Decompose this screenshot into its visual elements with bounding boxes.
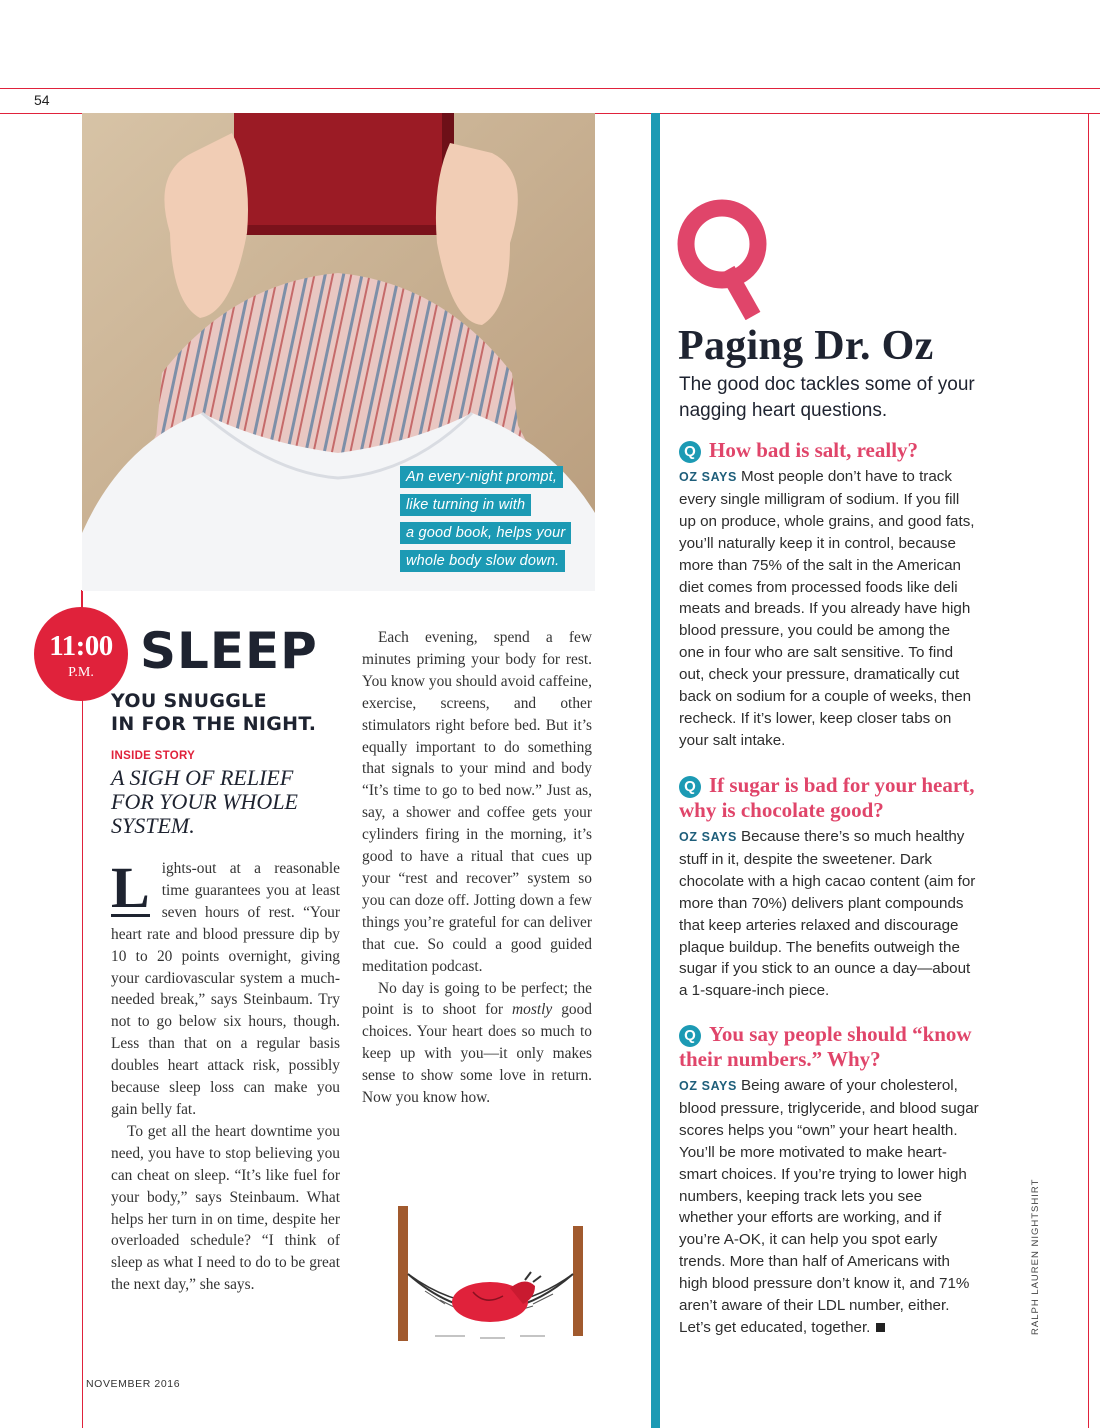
question-text: If sugar is bad for your heart, why is chocolate good? [679, 773, 975, 822]
answer [679, 826, 979, 1002]
footer-date: NOVEMBER 2016 [86, 1378, 181, 1390]
question-text: You say people should “know their numbers.” Why? [679, 1022, 972, 1071]
right-margin-rule [1088, 113, 1089, 1428]
answer-label: OZ SAYS [679, 830, 737, 844]
badge-time: 11:00 [49, 630, 113, 662]
drop-cap: L [111, 855, 150, 920]
paragraph: To get all the heart downtime you need, you have to stop believing you can cheat on sleep. “It’s like fuel for your body,” says Steinbaum. What helps her turn in on time, despite her overloaded schedule? “I think of sleep as what I need to do to be great the next day,” she says. [111, 1122, 340, 1294]
question-icon: Q [679, 776, 701, 798]
kicker: INSIDE STORY [111, 750, 196, 762]
answer-label: OZ SAYS [679, 470, 737, 484]
paragraph [362, 978, 592, 1109]
top-rule [0, 88, 1100, 89]
answer-text: Most people don’t have to track every single milligram of sodium. If you fill up on produce, whole grains, and good fats, you’ll naturally keep it in control, because more than 75% of the salt in the American diet comes from processed foods like deli meats and breads. If you already have high blood pressure, you could be among the one in four who are salt sensitive. To find out, check your pressure, dramatically cut back on sodium for a couple of weeks, then recheck. If it’s lower, keep closer tabs on your salt intake. [679, 468, 975, 749]
photo-caption [400, 466, 600, 578]
section-subtitle [111, 690, 316, 736]
page-number: 54 [34, 92, 50, 108]
caption-line: like turning in with [400, 494, 531, 516]
caption-line: An every-night prompt, [400, 466, 563, 488]
qa-item [679, 438, 979, 752]
subtitle-line: YOU SNUGGLE [111, 690, 267, 712]
qa-item [679, 1022, 979, 1339]
emphasis: mostly [512, 1001, 553, 1019]
section-title: SLEEP [140, 622, 318, 680]
paragraph: Each evening, spend a few minutes priming your body for rest. You know you should avoid caffeine, exercise, screens, and other stimulators right before bed. But it’s equally important to do something that signals to your mind and body “It’s time to go to bed now.” Just as, say, a shower and coffee gets your cylinders firing in the morning, it’s good to have a ritual that cues up your “rest and recover” system so you can doze off. Jotting down a few things you’re grateful for can deliver that cue. So could a good guided meditation podcast. [362, 629, 592, 975]
qa-item [679, 773, 979, 1002]
badge-meridiem: P.M. [68, 665, 94, 680]
qa-title: Paging Dr. Oz [678, 323, 934, 369]
question [679, 773, 979, 823]
paragraph-text: ights-out at a reasonable time guarantees you at least seven hours of rest. “Your heart rate and blood pressure dip by 10 to 20 points overnight, giving your cardiovascular system a much-needed break,” says Steinbaum. Try not to go below six hours, though. Less than that on a regular basis doubles heart attack risk, possibly because sleep loss can make you gain belly fat. [111, 860, 340, 1118]
question-text: How bad is salt, really? [709, 438, 919, 462]
answer [679, 466, 979, 752]
answer-text: Because there’s so much healthy stuff in it, despite the sweetener. Dark chocolate with a high cacao content (aim for more than 70%) delivers plant compounds that keep arteries relaxed and discourage plaque buildup. The benefits outweigh the sugar if you stick to an ounce a day—about a 1-square-inch piece. [679, 828, 976, 1000]
paragraph [111, 855, 340, 1121]
deck: A SIGH OF RELIEF FOR YOUR WHOLE SYSTEM. [111, 765, 298, 838]
big-q-icon [675, 192, 775, 320]
question [679, 1022, 979, 1072]
question-icon: Q [679, 1025, 701, 1047]
answer-text: Being aware of your cholesterol, blood pressure, triglyceride, and blood sugar scores helps you “own” your heart health. You’ll be more motivated to make heart-smart choices. If you’re trying to lower high numbers, keeping track lets you see whether your efforts are working, and if you’re A-OK, it can help you spot early trends. More than half of Americans with high blood pressure don’t know it, and 71% aren’t aware of their LDL number, either. Let’s get educated, together. [679, 1077, 979, 1336]
answer-label: OZ SAYS [679, 1079, 737, 1093]
question [679, 438, 979, 463]
column-divider [651, 113, 660, 1428]
caption-line: whole body slow down. [400, 550, 565, 572]
answer [679, 1075, 979, 1339]
badge-stem [81, 590, 82, 607]
qa-subtitle: The good doc tackles some of your nagging heart questions. [679, 374, 975, 421]
photo-credit: RALPH LAUREN NIGHTSHIRT [1030, 1178, 1041, 1335]
end-mark-icon [876, 1323, 885, 1332]
heart-hammock-illustration [385, 1196, 600, 1341]
article-column-2 [362, 627, 592, 1109]
paragraph-text: No day is going to be perfect; the point is to shoot for [362, 979, 592, 1019]
article-column-1 [111, 855, 340, 1296]
question-icon: Q [679, 441, 701, 463]
time-badge [34, 607, 128, 701]
paragraph-text: good choices. Your heart does so much to keep up with you—it only makes sense to show some love in return. Now you know how. [362, 1001, 592, 1107]
caption-line: a good book, helps your [400, 522, 571, 544]
subtitle-line: IN FOR THE NIGHT. [111, 713, 317, 735]
